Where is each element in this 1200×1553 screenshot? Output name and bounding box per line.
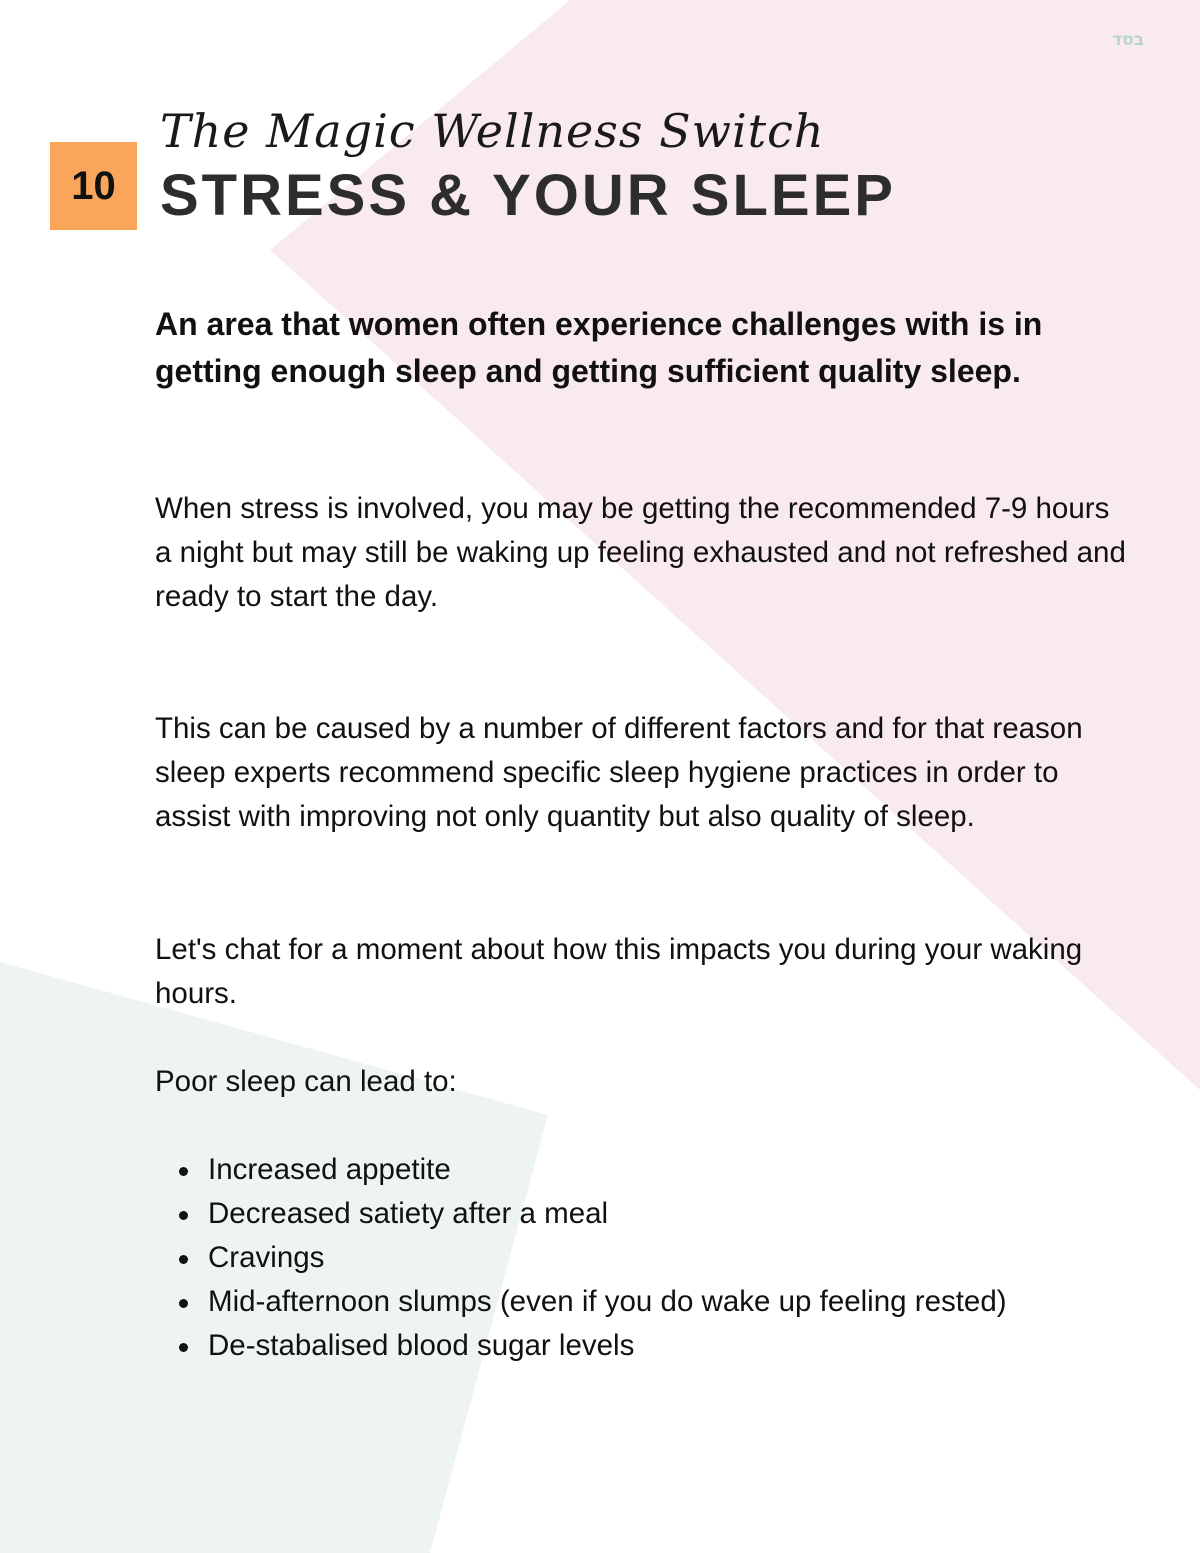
effects-list: [208, 1148, 1088, 1368]
corner-mark: בסד: [1112, 30, 1144, 50]
list-item: Increased appetite: [208, 1148, 1088, 1192]
list-item: Cravings: [208, 1236, 1088, 1280]
script-title: The Magic Wellness Switch: [160, 104, 825, 158]
page-title: STRESS & YOUR SLEEP: [160, 163, 896, 228]
body-paragraph: Let's chat for a moment about how this impacts you during your waking hours.: [155, 933, 1083, 1010]
list-item: De-stabalised blood sugar levels: [208, 1324, 1088, 1368]
body-paragraph: When stress is involved, you may be getting the recommended 7-9 hours a night but may still be waking up feeling exhausted and not refreshed and ready to start the day.: [155, 492, 1126, 613]
intro-paragraph: An area that women often experience challenges with is in getting enough sleep and getting sufficient quality sleep.: [155, 306, 1043, 389]
body-paragraph: This can be caused by a number of different factors and for that reason sleep experts recommend specific sleep hygiene practices in order to assist with improving not only quantity but also quality of sleep.: [155, 712, 1083, 833]
list-intro: Poor sleep can lead to:: [155, 1065, 457, 1098]
page-number-badge: 10: [50, 142, 137, 230]
list-item: Mid-afternoon slumps (even if you do wake up feeling rested): [208, 1280, 1088, 1324]
list-item: Decreased satiety after a meal: [208, 1192, 1088, 1236]
